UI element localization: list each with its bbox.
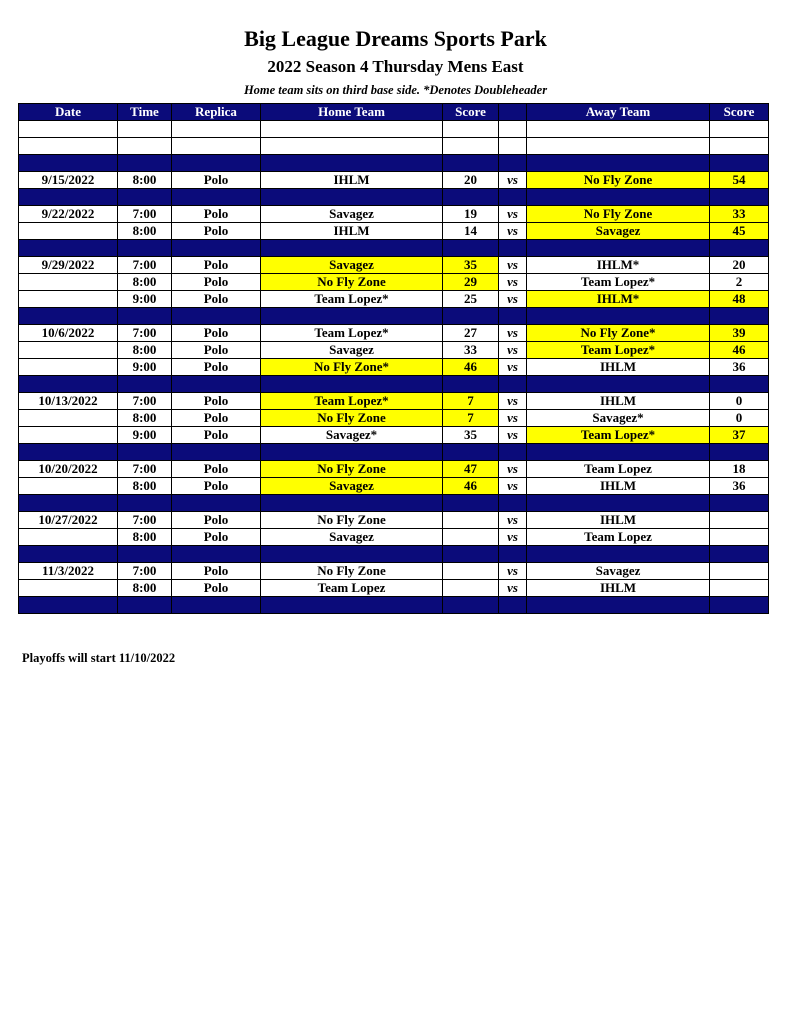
time-cell: 8:00	[118, 223, 172, 240]
home-team-cell	[261, 444, 443, 461]
replica-cell	[172, 189, 261, 206]
vs-cell	[499, 308, 527, 325]
away-team-cell: Savagez	[527, 223, 710, 240]
date-cell	[19, 529, 118, 546]
home-team-cell: Team Lopez*	[261, 393, 443, 410]
vs-cell: vs	[499, 529, 527, 546]
column-header-home-score: Score	[443, 104, 499, 121]
away-team-cell	[527, 444, 710, 461]
playoffs-note: Playoffs will start 11/10/2022	[22, 651, 176, 665]
replica-cell	[172, 121, 261, 138]
away-score-cell: 36	[710, 359, 769, 376]
away-team-cell: Team Lopez*	[527, 342, 710, 359]
home-score-cell: 33	[443, 342, 499, 359]
page-subtitle: 2022 Season 4 Thursday Mens East	[267, 57, 524, 76]
home-team-cell: No Fly Zone	[261, 274, 443, 291]
home-score-cell: 46	[443, 359, 499, 376]
away-team-cell: Savagez*	[527, 410, 710, 427]
date-cell	[19, 427, 118, 444]
away-score-cell	[710, 563, 769, 580]
date-cell	[19, 410, 118, 427]
date-cell	[19, 189, 118, 206]
replica-cell: Polo	[172, 512, 261, 529]
replica-cell: Polo	[172, 291, 261, 308]
replica-cell: Polo	[172, 580, 261, 597]
time-cell: 7:00	[118, 206, 172, 223]
home-team-cell	[261, 121, 443, 138]
replica-cell: Polo	[172, 563, 261, 580]
date-separator-row	[19, 376, 769, 393]
replica-cell	[172, 308, 261, 325]
date-cell	[19, 121, 118, 138]
date-separator-row	[19, 240, 769, 257]
table-row	[19, 342, 769, 359]
home-team-cell: No Fly Zone	[261, 563, 443, 580]
away-score-cell	[710, 512, 769, 529]
vs-cell	[499, 189, 527, 206]
away-score-cell	[710, 189, 769, 206]
home-team-cell: Savagez	[261, 342, 443, 359]
column-header-time: Time	[118, 104, 172, 121]
time-cell	[118, 546, 172, 563]
home-score-cell	[443, 563, 499, 580]
away-score-cell	[710, 308, 769, 325]
date-cell	[19, 376, 118, 393]
home-score-cell	[443, 376, 499, 393]
home-team-cell: No Fly Zone*	[261, 359, 443, 376]
away-team-cell: No Fly Zone*	[527, 325, 710, 342]
away-score-cell	[710, 597, 769, 614]
column-header-away-team: Away Team	[527, 104, 710, 121]
vs-cell: vs	[499, 427, 527, 444]
time-cell: 8:00	[118, 410, 172, 427]
replica-cell: Polo	[172, 393, 261, 410]
home-team-cell: No Fly Zone	[261, 410, 443, 427]
home-score-cell	[443, 529, 499, 546]
home-team-cell: Savagez	[261, 478, 443, 495]
vs-cell: vs	[499, 359, 527, 376]
replica-cell: Polo	[172, 478, 261, 495]
date-cell: 9/29/2022	[19, 257, 118, 274]
home-team-cell	[261, 597, 443, 614]
date-cell	[19, 342, 118, 359]
table-row	[19, 410, 769, 427]
time-cell: 8:00	[118, 274, 172, 291]
home-team-cell: Savagez	[261, 257, 443, 274]
replica-cell: Polo	[172, 529, 261, 546]
blank-row	[19, 138, 769, 155]
home-score-cell	[443, 495, 499, 512]
time-cell	[118, 495, 172, 512]
date-cell	[19, 240, 118, 257]
date-cell: 9/22/2022	[19, 206, 118, 223]
date-cell: 10/27/2022	[19, 512, 118, 529]
time-cell	[118, 240, 172, 257]
away-score-cell	[710, 495, 769, 512]
replica-cell	[172, 444, 261, 461]
home-score-cell	[443, 308, 499, 325]
home-team-cell: IHLM	[261, 223, 443, 240]
home-score-cell	[443, 138, 499, 155]
vs-cell: vs	[499, 223, 527, 240]
column-header-vs	[499, 104, 527, 121]
table-row	[19, 291, 769, 308]
home-score-cell: 19	[443, 206, 499, 223]
vs-cell	[499, 597, 527, 614]
home-team-cell	[261, 308, 443, 325]
home-score-cell	[443, 121, 499, 138]
home-score-cell: 7	[443, 410, 499, 427]
replica-cell: Polo	[172, 223, 261, 240]
away-score-cell	[710, 121, 769, 138]
away-team-cell	[527, 189, 710, 206]
vs-cell: vs	[499, 274, 527, 291]
away-score-cell	[710, 546, 769, 563]
table-row	[19, 563, 769, 580]
vs-cell	[499, 376, 527, 393]
home-score-cell	[443, 597, 499, 614]
time-cell: 7:00	[118, 512, 172, 529]
replica-cell	[172, 376, 261, 393]
table-row	[19, 274, 769, 291]
time-cell: 8:00	[118, 342, 172, 359]
away-team-cell	[527, 138, 710, 155]
away-team-cell	[527, 546, 710, 563]
away-team-cell: IHLM	[527, 359, 710, 376]
replica-cell	[172, 240, 261, 257]
vs-cell: vs	[499, 563, 527, 580]
vs-cell	[499, 495, 527, 512]
away-score-cell: 36	[710, 478, 769, 495]
table-row	[19, 325, 769, 342]
replica-cell: Polo	[172, 410, 261, 427]
home-team-cell	[261, 138, 443, 155]
time-cell: 9:00	[118, 291, 172, 308]
date-cell	[19, 138, 118, 155]
home-score-cell	[443, 240, 499, 257]
table-row	[19, 529, 769, 546]
away-team-cell	[527, 240, 710, 257]
time-cell	[118, 138, 172, 155]
away-score-cell: 45	[710, 223, 769, 240]
time-cell	[118, 155, 172, 172]
time-cell	[118, 189, 172, 206]
home-score-cell	[443, 444, 499, 461]
column-header-replica: Replica	[172, 104, 261, 121]
away-team-cell: IHLM	[527, 478, 710, 495]
away-score-cell	[710, 529, 769, 546]
replica-cell	[172, 546, 261, 563]
table-row	[19, 393, 769, 410]
away-team-cell	[527, 121, 710, 138]
replica-cell: Polo	[172, 342, 261, 359]
vs-cell: vs	[499, 512, 527, 529]
replica-cell: Polo	[172, 359, 261, 376]
home-score-cell	[443, 580, 499, 597]
away-team-cell: No Fly Zone	[527, 172, 710, 189]
away-team-cell: Team Lopez*	[527, 427, 710, 444]
table-row	[19, 223, 769, 240]
replica-cell: Polo	[172, 461, 261, 478]
page-note: Home team sits on third base side. *Denotes Doubleheader	[243, 83, 548, 97]
replica-cell	[172, 597, 261, 614]
date-cell	[19, 274, 118, 291]
table-row	[19, 359, 769, 376]
table-row	[19, 478, 769, 495]
date-cell: 11/3/2022	[19, 563, 118, 580]
vs-cell	[499, 444, 527, 461]
home-team-cell: Team Lopez*	[261, 291, 443, 308]
table-row	[19, 580, 769, 597]
replica-cell	[172, 138, 261, 155]
date-cell	[19, 546, 118, 563]
replica-cell: Polo	[172, 257, 261, 274]
home-score-cell: 29	[443, 274, 499, 291]
date-cell	[19, 291, 118, 308]
away-score-cell: 20	[710, 257, 769, 274]
home-team-cell	[261, 240, 443, 257]
away-score-cell	[710, 240, 769, 257]
away-score-cell: 0	[710, 410, 769, 427]
time-cell: 8:00	[118, 478, 172, 495]
home-score-cell	[443, 546, 499, 563]
away-team-cell: IHLM	[527, 393, 710, 410]
schedule-body	[19, 121, 769, 614]
away-score-cell: 48	[710, 291, 769, 308]
vs-cell	[499, 121, 527, 138]
time-cell: 8:00	[118, 580, 172, 597]
home-team-cell	[261, 546, 443, 563]
blank-row	[19, 121, 769, 138]
table-row	[19, 427, 769, 444]
page-title: Big League Dreams Sports Park	[244, 26, 547, 51]
away-score-cell	[710, 155, 769, 172]
table-row	[19, 172, 769, 189]
home-team-cell	[261, 495, 443, 512]
home-score-cell	[443, 189, 499, 206]
replica-cell: Polo	[172, 274, 261, 291]
time-cell: 8:00	[118, 529, 172, 546]
home-score-cell: 20	[443, 172, 499, 189]
home-team-cell: No Fly Zone	[261, 512, 443, 529]
home-team-cell	[261, 376, 443, 393]
date-cell: 10/6/2022	[19, 325, 118, 342]
home-team-cell: Savagez	[261, 529, 443, 546]
replica-cell: Polo	[172, 172, 261, 189]
time-cell: 7:00	[118, 257, 172, 274]
date-separator-row	[19, 546, 769, 563]
home-team-cell: Savagez*	[261, 427, 443, 444]
time-cell	[118, 376, 172, 393]
date-cell	[19, 308, 118, 325]
time-cell: 9:00	[118, 427, 172, 444]
home-score-cell: 25	[443, 291, 499, 308]
away-score-cell: 33	[710, 206, 769, 223]
table-row	[19, 512, 769, 529]
replica-cell: Polo	[172, 427, 261, 444]
vs-cell: vs	[499, 342, 527, 359]
away-score-cell: 37	[710, 427, 769, 444]
away-team-cell	[527, 597, 710, 614]
away-score-cell: 2	[710, 274, 769, 291]
home-score-cell: 14	[443, 223, 499, 240]
home-team-cell	[261, 189, 443, 206]
time-cell: 7:00	[118, 325, 172, 342]
away-team-cell: Team Lopez	[527, 461, 710, 478]
date-cell: 10/20/2022	[19, 461, 118, 478]
vs-cell: vs	[499, 478, 527, 495]
date-cell	[19, 223, 118, 240]
table-row	[19, 206, 769, 223]
home-score-cell	[443, 512, 499, 529]
table-header-row	[19, 104, 769, 121]
vs-cell: vs	[499, 172, 527, 189]
date-separator-row	[19, 495, 769, 512]
home-score-cell: 7	[443, 393, 499, 410]
time-cell	[118, 121, 172, 138]
vs-cell: vs	[499, 206, 527, 223]
column-header-home-team: Home Team	[261, 104, 443, 121]
vs-cell	[499, 546, 527, 563]
vs-cell: vs	[499, 461, 527, 478]
home-team-cell: Team Lopez*	[261, 325, 443, 342]
replica-cell: Polo	[172, 206, 261, 223]
date-cell	[19, 495, 118, 512]
away-score-cell	[710, 138, 769, 155]
away-score-cell: 54	[710, 172, 769, 189]
date-cell	[19, 359, 118, 376]
home-score-cell: 27	[443, 325, 499, 342]
away-team-cell	[527, 308, 710, 325]
away-score-cell: 46	[710, 342, 769, 359]
home-team-cell	[261, 155, 443, 172]
replica-cell	[172, 155, 261, 172]
time-cell: 9:00	[118, 359, 172, 376]
time-cell	[118, 444, 172, 461]
away-team-cell: Team Lopez*	[527, 274, 710, 291]
away-team-cell: IHLM	[527, 580, 710, 597]
home-score-cell: 46	[443, 478, 499, 495]
vs-cell: vs	[499, 325, 527, 342]
column-header-date: Date	[19, 104, 118, 121]
time-cell: 8:00	[118, 172, 172, 189]
away-score-cell: 0	[710, 393, 769, 410]
time-cell: 7:00	[118, 461, 172, 478]
away-score-cell: 18	[710, 461, 769, 478]
away-team-cell	[527, 155, 710, 172]
vs-cell: vs	[499, 393, 527, 410]
vs-cell: vs	[499, 580, 527, 597]
time-cell	[118, 597, 172, 614]
time-cell: 7:00	[118, 563, 172, 580]
vs-cell	[499, 138, 527, 155]
schedule-table	[18, 103, 769, 614]
home-score-cell: 35	[443, 257, 499, 274]
date-cell: 9/15/2022	[19, 172, 118, 189]
away-team-cell	[527, 376, 710, 393]
vs-cell	[499, 240, 527, 257]
time-cell	[118, 308, 172, 325]
column-header-away-score: Score	[710, 104, 769, 121]
vs-cell	[499, 155, 527, 172]
away-team-cell: Team Lopez	[527, 529, 710, 546]
away-score-cell	[710, 376, 769, 393]
date-separator-row	[19, 189, 769, 206]
vs-cell: vs	[499, 291, 527, 308]
away-team-cell: No Fly Zone	[527, 206, 710, 223]
date-separator-row	[19, 597, 769, 614]
away-team-cell	[527, 495, 710, 512]
table-row	[19, 461, 769, 478]
away-team-cell: IHLM	[527, 512, 710, 529]
date-cell	[19, 444, 118, 461]
date-cell	[19, 478, 118, 495]
home-score-cell	[443, 155, 499, 172]
away-team-cell: IHLM*	[527, 257, 710, 274]
home-team-cell: No Fly Zone	[261, 461, 443, 478]
away-score-cell	[710, 580, 769, 597]
vs-cell: vs	[499, 257, 527, 274]
home-team-cell: Team Lopez	[261, 580, 443, 597]
away-score-cell	[710, 444, 769, 461]
away-score-cell: 39	[710, 325, 769, 342]
vs-cell: vs	[499, 410, 527, 427]
home-score-cell: 35	[443, 427, 499, 444]
date-cell	[19, 597, 118, 614]
date-cell	[19, 580, 118, 597]
date-cell: 10/13/2022	[19, 393, 118, 410]
date-cell	[19, 155, 118, 172]
away-team-cell: Savagez	[527, 563, 710, 580]
replica-cell: Polo	[172, 325, 261, 342]
replica-cell	[172, 495, 261, 512]
date-separator-row	[19, 308, 769, 325]
away-team-cell: IHLM*	[527, 291, 710, 308]
home-team-cell: Savagez	[261, 206, 443, 223]
date-separator-row	[19, 444, 769, 461]
home-score-cell: 47	[443, 461, 499, 478]
time-cell: 7:00	[118, 393, 172, 410]
home-team-cell: IHLM	[261, 172, 443, 189]
table-row	[19, 257, 769, 274]
date-separator-row	[19, 155, 769, 172]
